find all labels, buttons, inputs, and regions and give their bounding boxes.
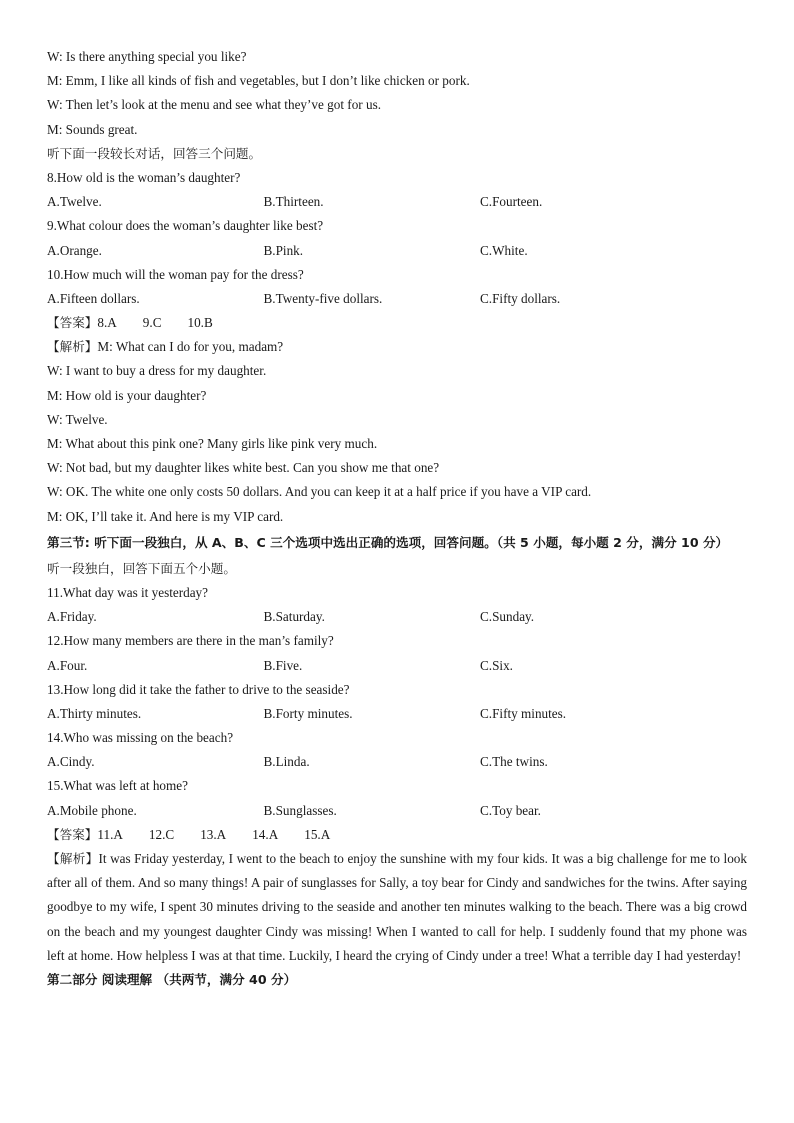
option-c: C.Fifty dollars. (480, 290, 561, 306)
analysis-paragraph (47, 847, 747, 968)
question-text: 15.What was left at home? (47, 778, 188, 794)
option-a: A.Orange. (47, 242, 102, 258)
option-row (47, 287, 747, 311)
part-heading: 第二部分 阅读理解 （共两节，满分 40 分） (47, 972, 297, 988)
option-c: C.Toy bear. (480, 802, 541, 818)
answer-value: 13.A (200, 826, 227, 842)
option-c: C.Six. (480, 657, 513, 673)
section-heading: 第三节: 听下面一段独白，从 A、B、C 三个选项中选出正确的选项，回答问题。（共 5 小题，每小题 2 分，满分 10 分） (47, 534, 729, 550)
option-row (47, 605, 747, 629)
option-a: A.Cindy. (47, 754, 95, 770)
option-b: B.Five. (263, 657, 303, 673)
option-b: B.Linda. (263, 754, 310, 770)
answer-value: 10.B (187, 315, 213, 331)
analysis-line (47, 335, 747, 359)
answer-value: 9.C (142, 315, 162, 331)
analysis-dialogue (47, 359, 747, 528)
answer-value: 12.C (148, 826, 175, 842)
answer-value: 11.A (97, 826, 123, 842)
answer-label: 【答案】 (47, 315, 98, 331)
option-row (47, 799, 747, 823)
analysis-first: M: What can I do for you, madam? (97, 339, 284, 355)
analysis-dialogue-line: W: I want to buy a dress for my daughter. (47, 363, 267, 379)
option-b: B.Forty minutes. (263, 705, 353, 721)
question-text: 8.How old is the woman’s daughter? (47, 169, 241, 185)
option-c: C.The twins. (480, 754, 548, 770)
analysis-dialogue-line: W: Not bad, but my daughter likes white best. Can you show me that one? (47, 460, 440, 476)
analysis-dialogue-line: M: OK, I’ll take it. And here is my VIP card. (47, 508, 284, 524)
answer-line (47, 823, 747, 847)
option-row (47, 239, 747, 263)
question-block (47, 726, 747, 774)
analysis-dialogue-line: W: OK. The white one only costs 50 dollars. And you can keep it at a half price if you have a VIP card. (47, 484, 592, 500)
answer-value: 8.A (97, 315, 117, 331)
option-c: C.White. (480, 242, 528, 258)
dialogue-top (47, 45, 747, 142)
option-a: A.Twelve. (47, 194, 102, 210)
option-b: B.Saturday. (263, 609, 325, 625)
option-b: B.Thirteen. (263, 194, 324, 210)
dialogue-line: M: Emm, I like all kinds of fish and vegetables, but I don’t like chicken or pork. (47, 73, 470, 89)
analysis-text: It was Friday yesterday, I went to the beach to enjoy the sunshine with my four kids. It was a big challenge for me to look after all of them. And so many things! A pair of sunglasses for Sally, a toy bear for Cindy and sandwiches for the twins. After saying goodbye to my wife, I spent 30 minutes driving to the seaside and another ten minutes walking to the beach. There was a big crowd on the beach and my youngest daughter Cindy was missing! When I wanted to call for help. I suddenly found that my phone was left at home. How helpless I was at that time. Luckily, I heard the crying of Cindy under a tree! What a terrible day I had yesterday! (47, 851, 747, 963)
option-b: B.Pink. (263, 242, 304, 258)
option-b: B.Twenty-five dollars. (263, 290, 383, 306)
option-row (47, 190, 747, 214)
option-a: A.Thirty minutes. (47, 705, 142, 721)
option-c: C.Fourteen. (480, 194, 543, 210)
dialogue-line: M: Sounds great. (47, 121, 138, 137)
analysis-label: 【解析】 (47, 851, 99, 866)
option-b: B.Sunglasses. (263, 802, 337, 818)
question-text: 9.What colour does the woman’s daughter like best? (47, 218, 324, 234)
option-row (47, 702, 747, 726)
instruction-long-dialogue: 听下面一段较长对话，回答三个问题。 (47, 145, 262, 161)
option-a: A.Friday. (47, 609, 97, 625)
question-text: 11.What day was it yesterday? (47, 584, 208, 600)
instruction-monologue: 听一段独白，回答下面五个小题。 (47, 560, 236, 576)
option-a: A.Four. (47, 657, 88, 673)
option-a: A.Fifteen dollars. (47, 290, 140, 306)
option-row (47, 750, 747, 774)
option-row (47, 654, 747, 678)
question-text: 10.How much will the woman pay for the dress? (47, 266, 304, 282)
answer-value: 14.A (252, 826, 279, 842)
question-text: 13.How long did it take the father to drive to the seaside? (47, 681, 350, 697)
option-c: C.Fifty minutes. (480, 705, 567, 721)
answer-value: 15.A (304, 826, 331, 842)
question-block (47, 263, 747, 311)
option-c: C.Sunday. (480, 609, 535, 625)
option-a: A.Mobile phone. (47, 802, 137, 818)
question-block (47, 214, 747, 262)
question-block (47, 774, 747, 822)
dialogue-line: W: Then let’s look at the menu and see what they’ve got for us. (47, 97, 381, 113)
analysis-dialogue-line: W: Twelve. (47, 411, 108, 427)
answer-line (47, 311, 747, 335)
question-block (47, 581, 747, 629)
question-text: 14.Who was missing on the beach? (47, 730, 234, 746)
document-page (47, 45, 747, 992)
question-block (47, 629, 747, 677)
analysis-label: 【解析】 (47, 339, 98, 355)
question-block (47, 678, 747, 726)
analysis-dialogue-line: M: What about this pink one? Many girls like pink very much. (47, 436, 378, 451)
dialogue-line: W: Is there anything special you like? (47, 49, 247, 64)
answer-label: 【答案】 (47, 826, 98, 842)
question-text: 12.How many members are there in the man’s family? (47, 633, 334, 649)
question-block (47, 166, 747, 214)
analysis-dialogue-line: M: How old is your daughter? (47, 387, 207, 403)
